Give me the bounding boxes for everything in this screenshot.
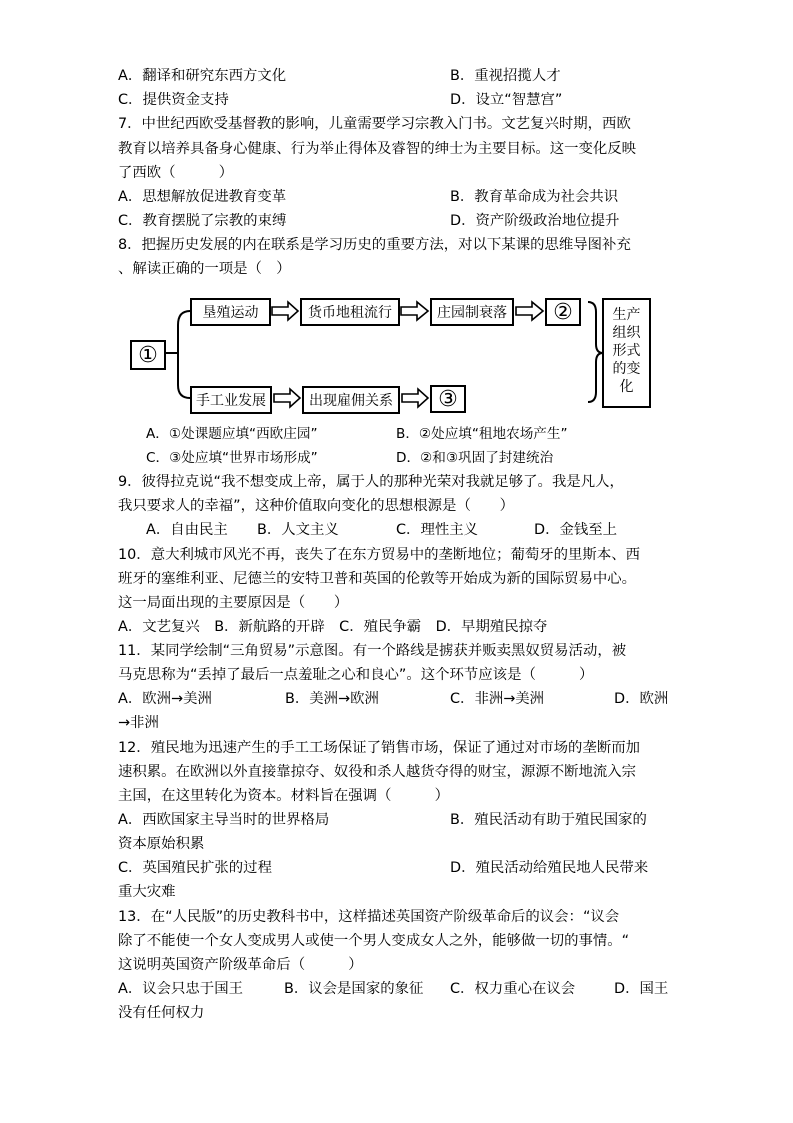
q8-box-money-rent: 货币地租流行	[300, 298, 400, 326]
q8-option-d: D．②和③巩固了封建统治	[396, 450, 554, 466]
q11-option-d-cont: →非洲	[118, 715, 159, 731]
q7-option-a: A．思想解放促进教育变革	[118, 189, 287, 205]
q12-option-a: A．西欧国家主导当时的世界格局	[118, 812, 330, 828]
q12-stem-line1: 12．殖民地为迅速产生的手工工场保证了销售市场，保证了通过对市场的垄断而加	[118, 740, 640, 756]
q6-option-d: D．设立“智慧宫”	[450, 92, 563, 108]
q11-option-a: A．欧洲→美洲	[118, 691, 212, 707]
q10-options: A．文艺复兴 B．新航路的开辟 C．殖民争霸 D．早期殖民掠夺	[118, 619, 548, 635]
q12-option-c: C．英国殖民扩张的过程	[118, 860, 272, 876]
q6-option-a: A．翻译和研究东西方文化	[118, 68, 287, 84]
q12-option-d: D．殖民活动给殖民地人民带来	[450, 860, 649, 876]
q12-stem-line2: 速积累。在欧洲以外直接靠掠夺、奴役和杀人越货夺得的财宝，源源不断地流入宗	[118, 764, 637, 780]
q6-option-b: B．重视招揽人才	[450, 68, 561, 84]
q13-option-d-cont: 没有任何权力	[118, 1005, 205, 1021]
q13-stem-line3: 这说明英国资产阶级革命后（ ）	[118, 957, 363, 973]
q8-box-handicraft: 手工业发展	[190, 386, 272, 414]
q13-stem-line2: 除了不能使一个女人变成男人或使一个男人变成女人之外，能够做一切的事情。“	[118, 933, 630, 949]
q13-option-b: B．议会是国家的象征	[284, 981, 424, 997]
q8-stem-line2: 、解读正确的一项是（ ）	[118, 261, 291, 277]
q8-blank-3: ③	[430, 385, 466, 413]
q11-stem-line2: 马克思称为“丢掉了最后一点羞耻之心和良心”。这个环节应该是（ ）	[118, 667, 594, 683]
q8-option-a: A．①处课题应填“西欧庄园”	[146, 426, 318, 442]
q13-stem-line1: 13．在“人民版”的历史教科书中，这样描述英国资产阶级革命后的议会：“议会	[118, 909, 620, 925]
q7-option-b: B．教育革命成为社会共识	[450, 189, 619, 205]
q12-option-b: B．殖民活动有助于殖民国家的	[450, 812, 647, 828]
q8-diagram-connectors	[0, 0, 793, 430]
q11-option-b: B．美洲→欧洲	[285, 691, 379, 707]
q12-option-b-cont: 资本原始积累	[118, 836, 205, 852]
q8-result-label: 生产组织形式的变化	[612, 307, 641, 395]
q9-option-c: C．理性主义	[396, 522, 479, 538]
q8-option-c: C．③处应填“世界市场形成”	[146, 450, 318, 466]
q7-option-d: D．资产阶级政治地位提升	[450, 213, 620, 229]
q10-stem-line3: 这一局面出现的主要原因是（ ）	[118, 595, 349, 611]
q9-option-a: A．自由民主	[146, 522, 228, 538]
q13-option-d: D．国王	[614, 981, 669, 997]
q8-start-box: ①	[130, 340, 166, 370]
q8-box-reclamation: 垦殖运动	[190, 298, 271, 326]
q8-blank-2: ②	[545, 298, 581, 326]
q6-option-c: C．提供资金支持	[118, 92, 229, 108]
q12-stem-line3: 主国，在这里转化为资本。材料旨在强调（ ）	[118, 788, 449, 804]
q8-box-manor-decline: 庄园制衰落	[430, 298, 514, 326]
q10-stem-line1: 10．意大利城市风光不再，丧失了在东方贸易中的垄断地位；葡萄牙的里斯本、西	[118, 547, 640, 563]
q13-option-c: C．权力重心在议会	[450, 981, 576, 997]
q9-stem-line2: 我只要求人的幸福”，这种价值取向变化的思想根源是（ ）	[118, 498, 515, 514]
q13-option-a: A．议会只忠于国王	[118, 981, 243, 997]
q11-stem-line1: 11．某同学绘制“三角贸易”示意图。有一个路线是掳获并贩卖黑奴贸易活动，被	[118, 643, 627, 659]
q9-option-d: D．金钱至上	[534, 522, 618, 538]
q8-box-wage-labor: 出现雇佣关系	[302, 386, 400, 414]
q8-option-b: B．②处应填“租地农场产生”	[396, 426, 568, 442]
q7-option-c: C．教育摆脱了宗教的束缚	[118, 213, 287, 229]
q9-option-b: B．人文主义	[257, 522, 339, 538]
q7-stem-line2: 教育以培养具备身心健康、行为举止得体及睿智的绅士为主要目标。这一变化反映	[118, 141, 637, 157]
q9-stem-line1: 9．彼得拉克说“我不想变成上帝，属于人的那种光荣对我就足够了。我是凡人，	[118, 474, 624, 490]
q11-option-d: D．欧洲	[614, 691, 669, 707]
q8-result-box	[602, 298, 651, 408]
q7-stem-line1: 7．中世纪西欧受基督教的影响，儿童需要学习宗教入门书。文艺复兴时期，西欧	[118, 116, 631, 132]
q8-stem-line1: 8．把握历史发展的内在联系是学习历史的重要方法，对以下某课的思维导图补充	[118, 237, 631, 253]
q11-option-c: C．非洲→美洲	[450, 691, 545, 707]
q12-option-d-cont: 重大灾难	[118, 884, 176, 900]
q10-stem-line2: 班牙的塞维利亚、尼德兰的安特卫普和英国的伦敦等开始成为新的国际贸易中心。	[118, 571, 637, 587]
q7-stem-line3: 了西欧（ ）	[118, 165, 234, 181]
